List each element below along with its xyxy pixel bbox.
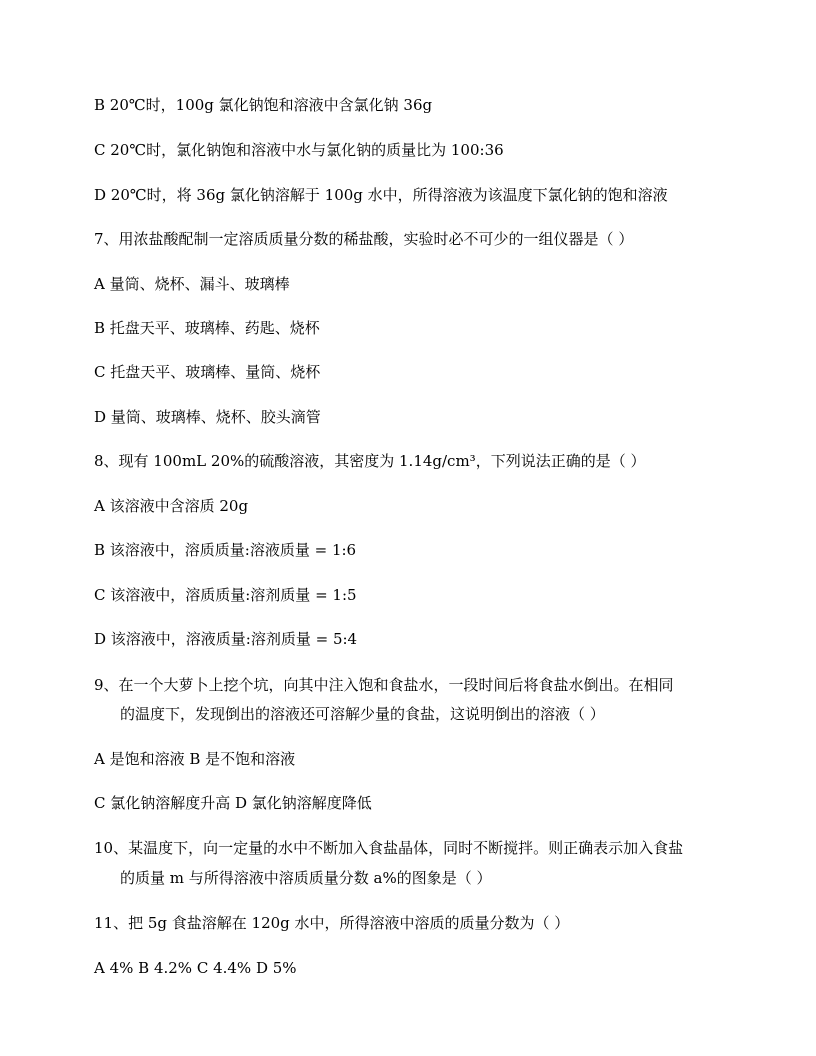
- option-7b: B 托盘天平、玻璃棒、药匙、烧杯: [94, 319, 320, 337]
- option-7a: A 量筒、烧杯、漏斗、玻璃棒: [94, 275, 290, 293]
- option-8a: A 该溶液中含溶质 20g: [94, 497, 249, 515]
- option-8b: B 该溶液中，溶质质量:溶液质量 = 1:6: [94, 541, 357, 559]
- question-9-continued: 的温度下，发现倒出的溶液还可溶解少量的食盐，这说明倒出的溶液（ ）: [120, 705, 605, 723]
- option-8c: C 该溶液中，溶质质量:溶剂质量 = 1:5: [94, 586, 357, 604]
- question-10: 10、某温度下，向一定量的水中不断加入食盐晶体，同时不断搅拌。则正确表示加入食盐: [94, 839, 684, 857]
- option-6c: C 20℃时，氯化钠饱和溶液中水与氯化钠的质量比为 100:36: [94, 141, 504, 159]
- question-9: 9、在一个大萝卜上挖个坑，向其中注入饱和食盐水，一段时间后将食盐水倒出。在相同: [94, 676, 674, 694]
- question-7: 7、用浓盐酸配制一定溶质质量分数的稀盐酸，实验时必不可少的一组仪器是（ ）: [94, 230, 634, 248]
- question-10-continued: 的质量 m 与所得溶液中溶质质量分数 a%的图象是（ ）: [120, 869, 492, 887]
- option-6b: B 20℃时，100g 氯化钠饱和溶液中含氯化钠 36g: [94, 96, 433, 114]
- question-11: 11、把 5g 食盐溶解在 120g 水中，所得溶液中溶质的质量分数为（ ）: [94, 914, 570, 932]
- option-7c: C 托盘天平、玻璃棒、量筒、烧杯: [94, 363, 321, 381]
- options-11: A 4% B 4.2% C 4.4% D 5%: [94, 959, 297, 977]
- options-9ab: A 是饱和溶液 B 是不饱和溶液: [94, 750, 296, 768]
- option-7d: D 量筒、玻璃棒、烧杯、胶头滴管: [94, 408, 321, 426]
- option-8d: D 该溶液中，溶液质量:溶剂质量 = 5:4: [94, 630, 358, 648]
- options-9cd: C 氯化钠溶解度升高 D 氯化钠溶解度降低: [94, 794, 372, 812]
- option-6d: D 20℃时，将 36g 氯化钠溶解于 100g 水中，所得溶液为该温度下氯化钠的饱和溶液: [94, 186, 668, 204]
- question-8: 8、现有 100mL 20%的硫酸溶液，其密度为 1.14g/cm³，下列说法正确的是（ ）: [94, 452, 646, 470]
